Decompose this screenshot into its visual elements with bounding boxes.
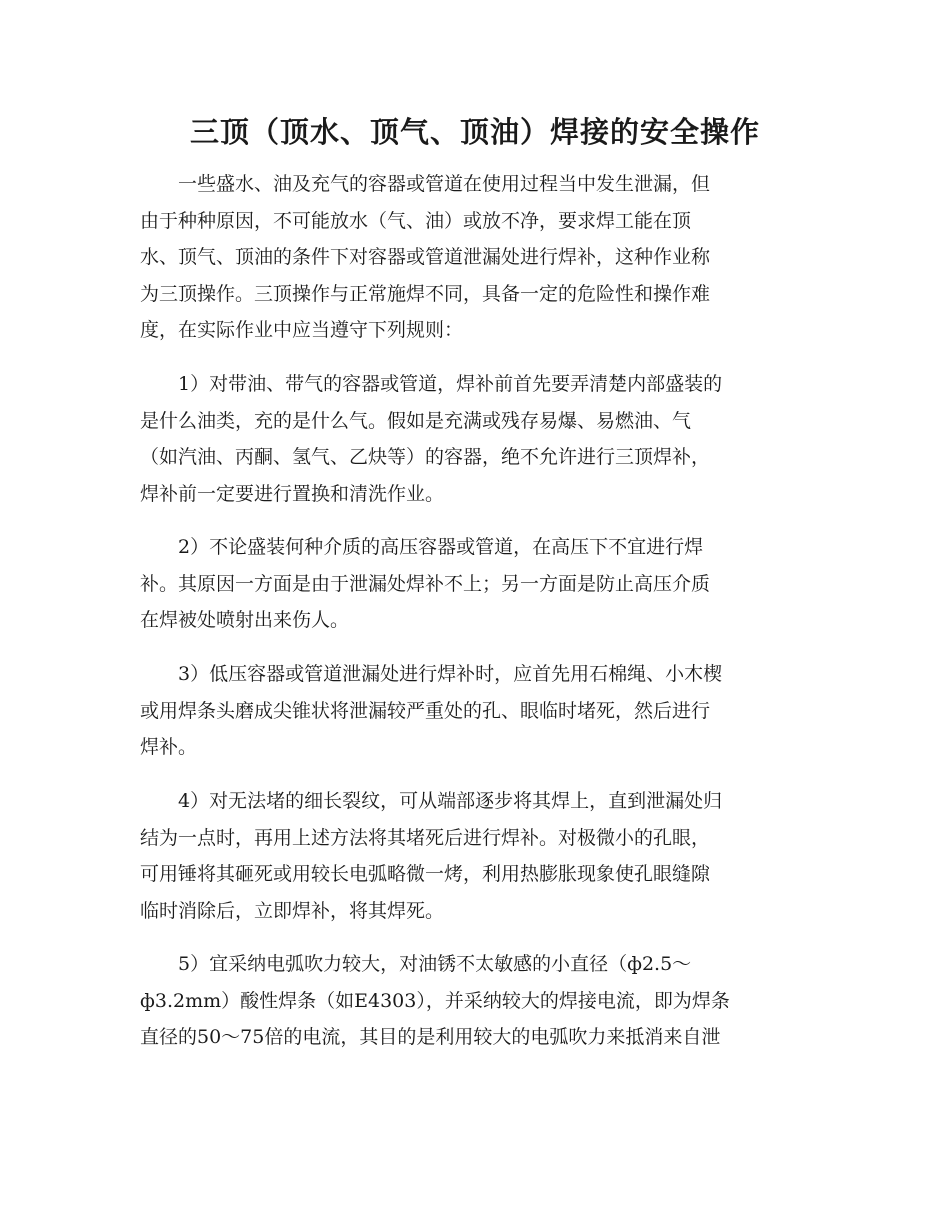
paragraph-line: 直径的50～75倍的电流，其目的是利用较大的电弧吹力来抵消来自泄 xyxy=(140,1026,721,1048)
document-title: 三顶（顶水、顶气、顶油）焊接的安全操作 xyxy=(189,115,760,149)
rule-2-paragraph xyxy=(140,529,806,639)
paragraph-line: 由于种种原因，不可能放水（气、油）或放不净，要求焊工能在顶 xyxy=(140,209,692,232)
paragraph-line: 是什么油类，充的是什么气。假如是充满或残存易爆、易燃油、气 xyxy=(140,409,692,432)
paragraph-line: 结为一点时，再用上述方法将其堵死后进行焊补。对极微小的孔眼， xyxy=(140,826,711,849)
intro-paragraph xyxy=(140,166,806,349)
paragraph-line: 焊补前一定要进行置换和清洗作业。 xyxy=(140,482,445,505)
paragraph-line: 2）不论盛装何种介质的高压容器或管道，在高压下不宜进行焊 xyxy=(140,536,704,558)
paragraph-line: 水、顶气、顶油的条件下对容器或管道泄漏处进行焊补，这种作业称 xyxy=(140,246,711,268)
paragraph-line: 1）对带油、带气的容器或管道，焊补前首先要弄清楚内部盛装的 xyxy=(140,373,723,395)
paragraph-line: 度，在实际作业中应当遵守下列规则： xyxy=(140,319,464,341)
paragraph-line: 3）低压容器或管道泄漏处进行焊补时，应首先用石棉绳、小木楔 xyxy=(140,663,723,685)
paragraph-line: 或用焊条头磨成尖锥状将泄漏较严重处的孔、眼临时堵死，然后进行 xyxy=(140,699,711,722)
paragraph-line: （如汽油、丙酮、氢气、乙炔等）的容器，绝不允许进行三顶焊补， xyxy=(140,446,711,468)
paragraph-line: 5）宜采纳电弧吹力较大，对油锈不太敏感的小直径（ф2.5～ xyxy=(140,953,692,975)
paragraph-line: 4）对无法堵的细长裂纹，可从端部逐步将其焊上，直到泄漏处归 xyxy=(140,790,723,812)
paragraph-line: 在焊被处喷射出来伤人。 xyxy=(140,609,350,631)
rule-3-paragraph xyxy=(140,656,806,766)
rule-4-paragraph xyxy=(140,783,806,929)
paragraph-line: 焊补。 xyxy=(140,736,198,758)
paragraph-line: 一些盛水、油及充气的容器或管道在使用过程当中发生泄漏，但 xyxy=(140,173,711,195)
rule-1-paragraph xyxy=(140,366,806,512)
paragraph-line: 为三顶操作。三顶操作与正常施焊不同，具备一定的危险性和操作难 xyxy=(140,282,711,305)
rule-5-paragraph xyxy=(140,946,806,1056)
paragraph-line: 可用锤将其砸死或用较长电弧略微一烤，利用热膨胀现象使孔眼缝隙 xyxy=(140,863,711,885)
paragraph-line: 补。其原因一方面是由于泄漏处焊补不上；另一方面是防止高压介质 xyxy=(140,572,711,595)
paragraph-line: 临时消除后，立即焊补，将其焊死。 xyxy=(140,899,445,922)
paragraph-line: ф3.2mm）酸性焊条（如E4303），并采纳较大的焊接电流，即为焊条 xyxy=(140,989,730,1012)
